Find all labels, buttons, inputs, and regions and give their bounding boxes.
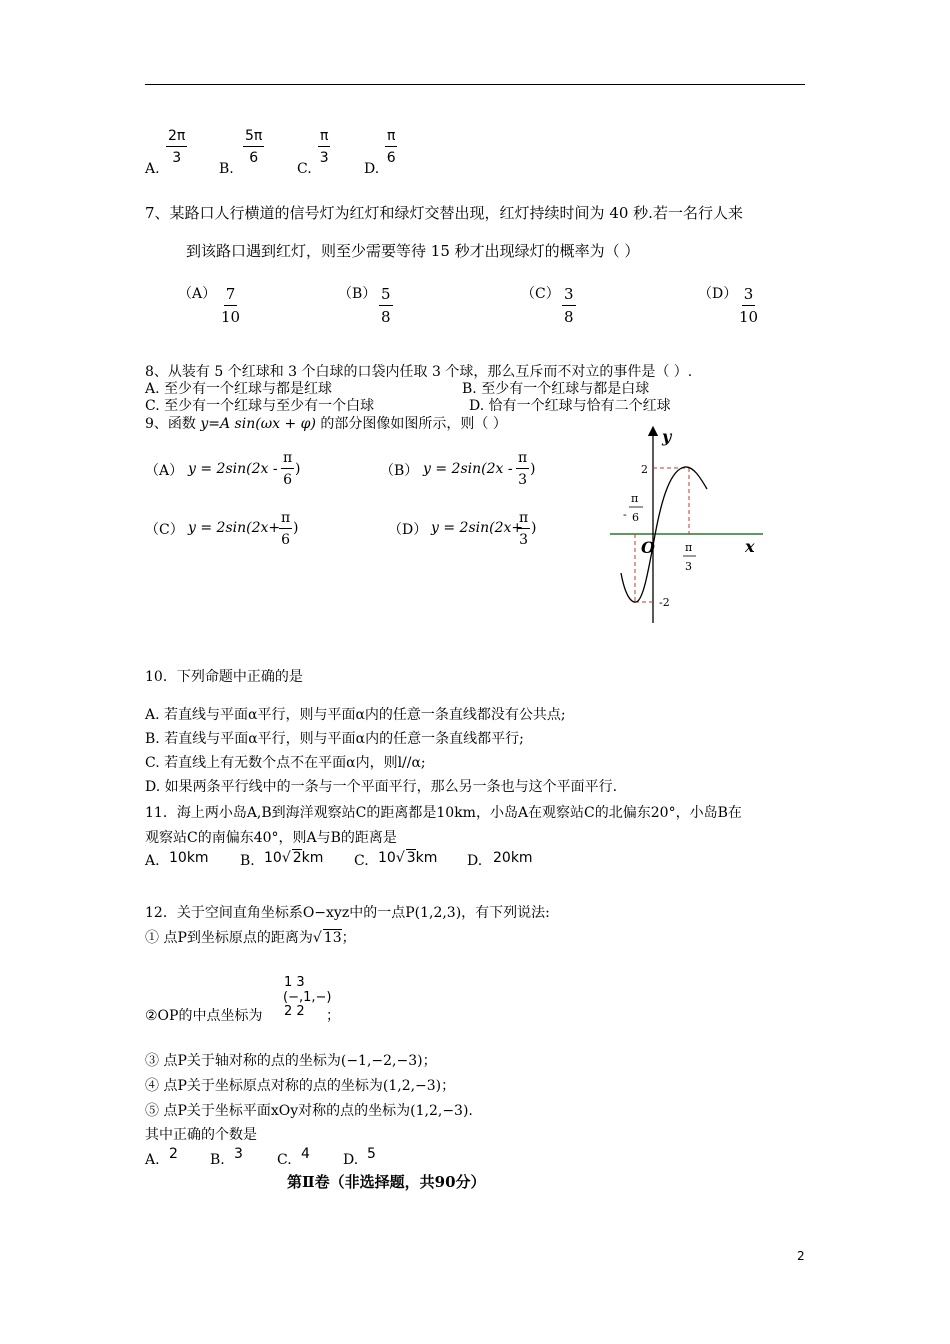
- q7-option-b-label: （B）: [338, 286, 377, 302]
- graph-neg-den: 6: [632, 511, 639, 524]
- q9-option-c-expr: y = 2sin(2x+: [188, 520, 281, 536]
- q12-option-a-value: 2: [169, 1146, 178, 1162]
- graph-pos-num: π: [685, 541, 693, 554]
- q12-statement-2-bottom: 2 2: [284, 1004, 305, 1019]
- q12-option-b-label: B.: [210, 1152, 225, 1168]
- q11-option-c-label: C.: [354, 853, 369, 869]
- graph-neg-num: π: [631, 492, 639, 505]
- q11-option-a-label: A.: [145, 853, 160, 869]
- q9-sine-graph: [605, 425, 770, 625]
- q12-statement-2-mid: (−,1,−): [283, 990, 332, 1005]
- graph-neg-sign: -: [623, 508, 627, 521]
- q9-option-c-fraction: $\frac{\pi}{6}$: [281, 510, 291, 548]
- q7-stem-line2: 到该路口遇到红灯，则至少需要等待 15 秒才出现绿灯的概率为（ ）: [186, 242, 640, 260]
- q12-statement-2-top: 1 3: [284, 975, 305, 990]
- q6-option-a-label: A.: [145, 161, 160, 177]
- q9-stem: 9、函数 y=A sin(ωx + φ) 的部分图像如图所示，则（ ）: [145, 416, 507, 432]
- q12-option-d-value: 5: [367, 1146, 376, 1162]
- q12-option-a-label: A.: [145, 1152, 160, 1168]
- section-title: 第Ⅱ卷（非选择题，共90分）: [287, 1173, 486, 1191]
- q12-option-c-label: C.: [277, 1152, 292, 1168]
- graph-ymin-label: -2: [659, 596, 670, 609]
- q12-question: 其中正确的个数是: [145, 1127, 257, 1143]
- q11-option-d-value: 20km: [493, 850, 533, 866]
- header-rule: [145, 84, 805, 85]
- q6-option-a-fraction: $\frac{2\pi}{3}$: [168, 128, 186, 166]
- q7-option-b-fraction: $\frac{5}{8}$: [381, 285, 391, 326]
- q10-option-b: B. 若直线与平面α平行，则与平面α内的任意一条直线都平行;: [145, 731, 524, 747]
- graph-origin-label: O: [641, 538, 655, 557]
- q9-option-a-label: （A）: [145, 463, 184, 479]
- q6-option-c-fraction: $\frac{\pi}{3}$: [319, 128, 329, 166]
- q9-option-d-label: （D）: [388, 522, 428, 538]
- q6-option-d-label: D.: [364, 161, 380, 177]
- q7-option-d-label: （D）: [698, 286, 738, 302]
- q7-stem-line1: 7、某路口人行横道的信号灯为红灯和绿灯交替出现，红灯持续时间为 40 秒.若一名行人来: [145, 204, 743, 222]
- q9-option-b-fraction: $\frac{\pi}{3}$: [518, 450, 528, 488]
- q6-option-b-label: B.: [219, 161, 234, 177]
- q7-option-a-fraction: $\frac{7}{10}$: [221, 285, 241, 326]
- q11-option-d-label: D.: [467, 853, 483, 869]
- q12-statement-3: ③ 点P关于轴对称的点的坐标为(−1,−2,−3)；: [145, 1053, 437, 1069]
- q7-option-a-label: （A）: [178, 286, 217, 302]
- q9-option-b-close: ): [530, 461, 536, 477]
- q9-option-d-close: ): [531, 520, 537, 536]
- q12-statement-1: ① 点P到坐标原点的距离为√ 13；: [145, 930, 356, 946]
- q10-option-c: C. 若直线上有无数个点不在平面α内，则l//α;: [145, 755, 426, 771]
- q11-option-a-value: 10km: [169, 850, 209, 866]
- q7-option-c-fraction: $\frac{3}{8}$: [564, 285, 574, 326]
- q10-option-a: A. 若直线与平面α平行，则与平面α内的任意一条直线都没有公共点;: [145, 707, 566, 723]
- q6-option-c-label: C.: [297, 161, 312, 177]
- page-number: 2: [797, 1249, 805, 1263]
- q8-stem: 8、从装有 5 个红球和 3 个白球的口袋内任取 3 个球，那么互斥而不对立的事件是（ ）.: [145, 364, 693, 380]
- q12-option-c-value: 4: [301, 1146, 310, 1162]
- q12-statement-5: ⑤ 点P关于坐标平面xOy对称的点的坐标为(1,2,−3).: [145, 1103, 473, 1119]
- graph-ymax-label: 2: [641, 463, 648, 476]
- q11-option-c-value: 10√ 3km: [378, 850, 438, 866]
- q11-option-b-label: B.: [240, 853, 255, 869]
- q9-option-d-expr: y = 2sin(2x+: [431, 520, 524, 536]
- q10-stem: 10．下列命题中正确的是: [145, 669, 303, 685]
- q12-statement-2-post: ；: [326, 1008, 340, 1024]
- q7-option-d-fraction: $\frac{3}{10}$: [739, 285, 759, 326]
- q9-option-c-label: （C）: [145, 522, 184, 538]
- q7-option-c-label: （C）: [521, 286, 560, 302]
- q12-stem: 12．关于空间直角坐标系O−xyz中的一点P(1,2,3)，有下列说法:: [145, 905, 550, 921]
- q8-option-a: A. 至少有一个红球与都是红球: [145, 381, 333, 397]
- q6-option-b-fraction: $\frac{5\pi}{6}$: [245, 128, 263, 166]
- q9-option-a-close: ): [295, 461, 301, 477]
- q12-statement-2-pre: ②OP的中点坐标为: [145, 1008, 263, 1024]
- q12-statement-4: ④ 点P关于坐标原点对称的点的坐标为(1,2,−3)；: [145, 1078, 456, 1094]
- q9-option-c-close: ): [293, 520, 299, 536]
- q11-stem-line1: 11．海上两小岛A,B到海洋观察站C的距离都是10km，小岛A在观察站C的北偏东20°，小岛B在: [145, 805, 742, 821]
- q6-option-d-fraction: $\frac{\pi}{6}$: [386, 128, 396, 166]
- q9-option-a-expr: y = 2sin(2x -: [188, 461, 278, 477]
- q8-option-b: B. 至少有一个红球与都是白球: [462, 381, 650, 397]
- q12-option-b-value: 3: [234, 1146, 243, 1162]
- q11-stem-line2: 观察站C的南偏东40°，则A与B的距离是: [145, 830, 397, 846]
- graph-x-label: x: [745, 537, 755, 556]
- q9-option-a-fraction: $\frac{\pi}{6}$: [283, 450, 293, 488]
- graph-pos-den: 3: [685, 560, 692, 573]
- graph-y-label: y: [662, 427, 672, 446]
- q12-option-d-label: D.: [343, 1152, 359, 1168]
- q9-option-b-expr: y = 2sin(2x -: [423, 461, 513, 477]
- q8-option-d: D. 恰有一个红球与恰有二个红球: [469, 398, 671, 414]
- q9-option-b-label: （B）: [380, 463, 419, 479]
- q8-option-c: C. 至少有一个红球与至少有一个白球: [145, 398, 375, 414]
- q10-option-d: D. 如果两条平行线中的一条与一个平面平行，那么另一条也与这个平面平行.: [145, 779, 618, 795]
- q9-option-d-fraction: $\frac{\pi}{3}$: [519, 510, 529, 548]
- q11-option-b-value: 10√ 2km: [264, 850, 324, 866]
